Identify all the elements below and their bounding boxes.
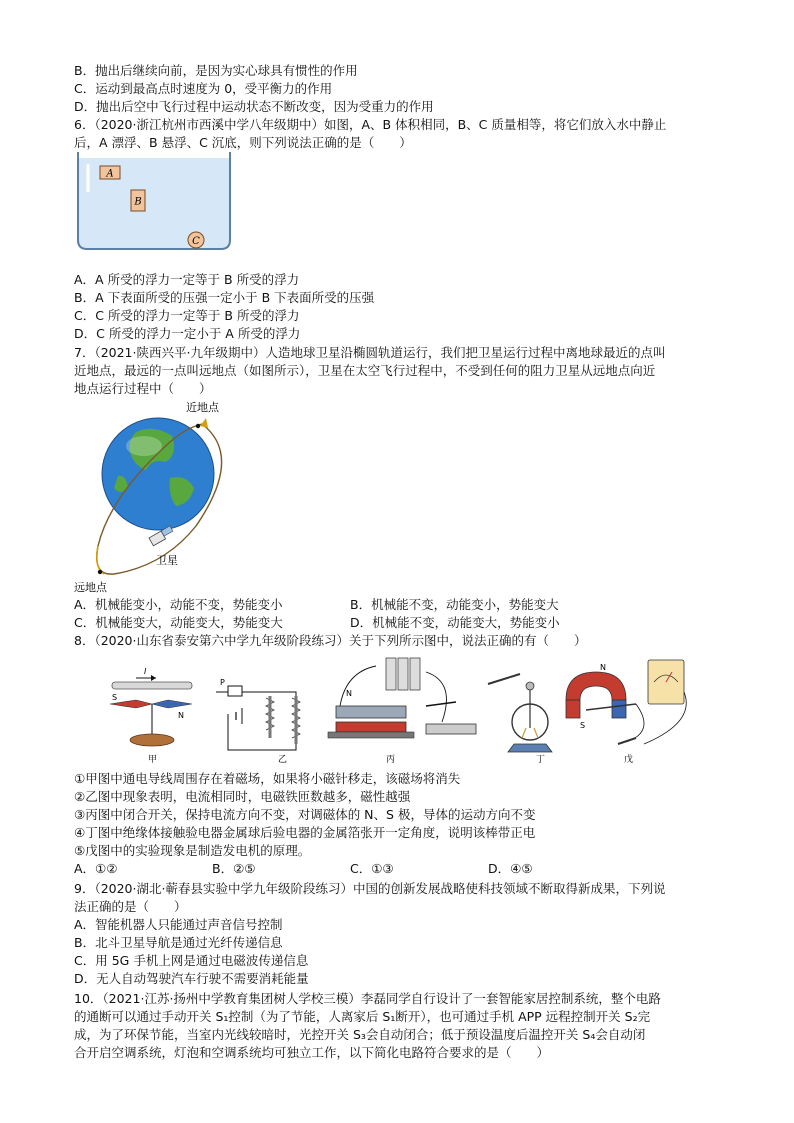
q10-stem-line4: 合开启空调系统，灯泡和空调系统均可独立工作，以下简化电路符合要求的是（ ） (74, 1045, 550, 1060)
satellite-label: 卫星 (156, 554, 178, 567)
q8-stem: 8．（2020·山东省泰安第六中学九年级阶段练习）关于下列所示图中，说法正确的有（ ） (74, 633, 587, 648)
svg-text:甲: 甲 (148, 755, 158, 765)
svg-text:N: N (178, 711, 184, 720)
figure-ding (488, 674, 552, 765)
svg-text:N: N (346, 689, 352, 698)
figure-bing (328, 658, 476, 765)
svg-text:丁: 丁 (536, 755, 546, 765)
q6-option-c: C．C 所受的浮力一定等于 B 所受的浮力 (74, 308, 300, 323)
block-b (131, 190, 145, 211)
figure-wu (566, 660, 686, 765)
q7-stem-line1: 7．（2021·陕西兴平·九年级期中）人造地球卫星沿椭圆轨道运行，我们把卫星运行过程中离地球最近的点叫 (74, 345, 666, 360)
svg-text:S: S (112, 693, 118, 702)
q8-option-c: C．①③ (350, 861, 394, 876)
figure-yi (216, 678, 300, 765)
q8-five-figures (96, 652, 696, 766)
q8-option-a: A．①② (74, 861, 118, 876)
figure-jia (110, 667, 192, 765)
q8-statement-2: ②乙图中现象表明，电流相同时，电磁铁匝数越多，磁性越强 (74, 789, 411, 804)
block-a (100, 166, 120, 180)
q7-option-d: D．机械能不变，动能变大，势能变小 (350, 615, 560, 630)
svg-text:N: N (600, 663, 606, 672)
ball-c (188, 232, 204, 248)
svg-text:乙: 乙 (278, 755, 288, 765)
q6-option-d: D．C 所受的浮力一定小于 A 所受的浮力 (74, 326, 301, 341)
svg-text:P: P (220, 678, 225, 687)
q7-stem-line2: 近地点，最远的一点叫远地点（如图所示），卫星在太空飞行过程中，不受到任何的阻力卫星从远地点向近 (74, 363, 656, 378)
q7-stem-line3: 地点运行过程中（ ） (74, 381, 212, 396)
q9-stem-line2: 法正确的是（ ） (74, 899, 187, 914)
perigee-label: 近地点 (186, 401, 219, 414)
q9-option-d: D．无人自动驾驶汽车行驶不需要消耗能量 (74, 971, 309, 986)
q7-option-a: A．机械能变小，动能不变，势能变小 (74, 597, 283, 612)
svg-text:丙: 丙 (386, 755, 396, 765)
q7-option-c: C．机械能变大，动能变大，势能变大 (74, 615, 283, 630)
q8-statement-4: ④丁图中绝缘体接触验电器金属球后验电器的金属箔张开一定角度，说明该棒带正电 (74, 825, 536, 840)
svg-text:A: A (106, 168, 114, 180)
q6-stem-line1: 6．（2020·浙江杭州市西溪中学八年级期中）如图，A、B 体积相同，B、C 质量相等，将它们放入水中静止 (74, 117, 667, 132)
svg-text:B: B (134, 196, 142, 208)
svg-text:戊: 戊 (624, 755, 634, 765)
q9-stem-line1: 9．（2020·湖北·蕲春县实验中学九年级阶段练习）中国的创新发展战略使科技领域不断取得新成果，下列说 (74, 881, 666, 896)
q5-option-b: B．抛出后继续向前，是因为实心球具有惯性的作用 (74, 63, 358, 78)
q5-option-c: C．运动到最高点时速度为 0，受平衡力的作用 (74, 81, 333, 96)
q8-statement-3: ③丙图中闭合开关，保持电流方向不变，对调磁体的 N、S 极，导体的运动方向不变 (74, 807, 536, 822)
q7-option-b: B．机械能不变，动能变小，势能变大 (350, 597, 559, 612)
q8-option-d: D．④⑤ (488, 861, 533, 876)
svg-text:S: S (580, 721, 586, 730)
svg-text:I: I (144, 667, 147, 676)
q9-option-c: C．用 5G 手机上网是通过电磁波传递信息 (74, 953, 309, 968)
q6-option-b: B．A 下表面所受的压强一定小于 B 下表面所受的压强 (74, 290, 375, 305)
q8-statement-5: ⑤戊图中的实验现象是制造发电机的原理。 (74, 843, 311, 858)
q8-statement-1: ①甲图中通电导线周围存在着磁场，如果将小磁针移走，该磁场将消失 (74, 771, 461, 786)
q8-option-b: B．②⑤ (212, 861, 256, 876)
q10-stem-line1: 10．（2021·江苏·扬州中学教育集团树人学校三模）李磊同学自行设计了一套智能家居控制系统，整个电路 (74, 991, 661, 1006)
q7-satellite-orbit-figure (74, 396, 254, 596)
q5-option-d: D．抛出后空中飞行过程中运动状态不断改变，因为受重力的作用 (74, 99, 434, 114)
q6-water-tank-figure (74, 152, 234, 254)
q6-stem-line2: 后，A 漂浮、B 悬浮、C 沉底，则下列说法正确的是（ ） (74, 135, 412, 150)
svg-text:C: C (192, 236, 200, 247)
q6-option-a: A．A 所受的浮力一定等于 B 所受的浮力 (74, 272, 300, 287)
q10-stem-line3: 成，为了环保节能，当室内光线较暗时，光控开关 S₃会自动闭合；低于预设温度后温控开关 S₄会自动闭 (74, 1027, 646, 1042)
apogee-label: 远地点 (74, 581, 107, 594)
q10-stem-line2: 的通断可以通过手动开关 S₁控制（为了节能，人离家后 S₁断开），也可通过手机 APP 远程控制开关 S₂完 (74, 1009, 651, 1024)
earth (102, 418, 214, 530)
q9-option-a: A．智能机器人只能通过声音信号控制 (74, 917, 283, 932)
q9-option-b: B．北斗卫星导航是通过光纤传递信息 (74, 935, 283, 950)
